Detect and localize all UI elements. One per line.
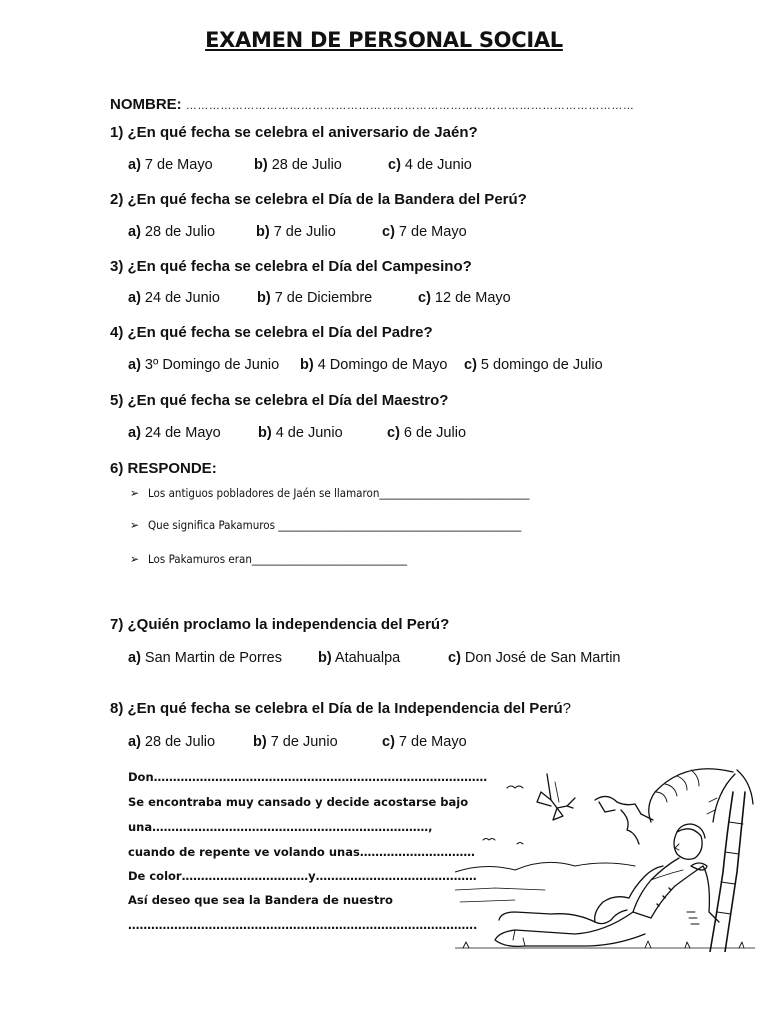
story-line-6: Así deseo que sea la Bandera de nuestro xyxy=(128,893,393,907)
option-c[interactable]: c) 7 de Mayo xyxy=(382,224,467,240)
san-martin-illustration xyxy=(455,762,755,952)
name-label: NOMBRE: xyxy=(110,96,182,113)
option-c[interactable]: c) 6 de Julio xyxy=(387,425,467,441)
story-line-7[interactable]: ………………………………………………………………………………. xyxy=(128,918,478,932)
option-c[interactable]: c) 12 de Mayo xyxy=(418,290,511,306)
option-b[interactable]: b) 28 de Julio xyxy=(254,157,342,173)
option-c[interactable]: c) 5 domingo de Julio xyxy=(464,357,603,373)
arrow-bullet-icon: ➢ xyxy=(130,518,140,532)
option-a[interactable]: a) 28 de Julio xyxy=(128,734,216,750)
story-line-2: Se encontraba muy cansado y decide acostarse bajo xyxy=(128,795,469,809)
story-line-1[interactable]: Don…………………………………………………………………………… xyxy=(128,770,488,784)
question-4: 4) ¿En qué fecha se celebra el Día del Padre? xyxy=(110,324,433,341)
page-title: EXAMEN DE PERSONAL SOCIAL xyxy=(205,28,563,52)
option-a[interactable]: a) 28 de Julio xyxy=(128,224,216,240)
story-line-5[interactable]: De color……………………………y…………………………………… xyxy=(128,869,477,883)
option-b[interactable]: b) Atahualpa xyxy=(318,650,401,666)
story-line-4[interactable]: cuando de repente ve volando unas………………………… xyxy=(128,845,475,859)
arrow-bullet-icon: ➢ xyxy=(130,486,140,500)
question-2: 2) ¿En qué fecha se celebra el Día de la Bandera del Perú? xyxy=(110,191,527,208)
responde-item-2[interactable]: ➢ Que significa Pakamuros _______________________________________________ xyxy=(130,518,522,532)
responde-item-3[interactable]: ➢ Los Pakamuros eran______________________________ xyxy=(130,552,408,566)
arrow-bullet-icon: ➢ xyxy=(130,552,140,566)
option-b[interactable]: b) 7 de Julio xyxy=(256,224,336,240)
question-6: 6) RESPONDE: xyxy=(110,460,217,477)
question-1: 1) ¿En qué fecha se celebra el aniversario de Jaén? xyxy=(110,124,478,141)
option-a[interactable]: a) 3º Domingo de Junio xyxy=(128,357,280,373)
option-b[interactable]: b) 4 de Junio xyxy=(258,425,343,441)
option-a[interactable]: a) San Martin de Porres xyxy=(128,650,282,666)
option-a[interactable]: a) 7 de Mayo xyxy=(128,157,213,173)
name-field[interactable] xyxy=(110,96,634,113)
option-a[interactable]: a) 24 de Mayo xyxy=(128,425,221,441)
question-8: 8) ¿En qué fecha se celebra el Día de la Independencia del Perú? xyxy=(110,700,572,717)
story-line-3[interactable]: una………………………………………………………………, xyxy=(128,820,433,834)
option-c[interactable]: c) 7 de Mayo xyxy=(382,734,467,750)
option-a[interactable]: a) 24 de Junio xyxy=(128,290,220,306)
responde-item-1[interactable]: ➢ Los antiguos pobladores de Jaén se llamaron_____________________________ xyxy=(130,486,530,500)
name-line: ……………………………………………………………………………………………………… xyxy=(185,100,635,112)
option-c[interactable]: c) 4 de Junio xyxy=(388,157,472,173)
option-b[interactable]: b) 7 de Diciembre xyxy=(257,290,373,306)
question-5: 5) ¿En qué fecha se celebra el Día del Maestro? xyxy=(110,392,449,409)
question-7: 7) ¿Quién proclamo la independencia del Perú? xyxy=(110,616,450,633)
question-3: 3) ¿En qué fecha se celebra el Día del Campesino? xyxy=(110,258,472,275)
option-b[interactable]: b) 4 Domingo de Mayo xyxy=(300,357,448,373)
option-b[interactable]: b) 7 de Junio xyxy=(253,734,338,750)
option-c[interactable]: c) Don José de San Martin xyxy=(448,650,621,666)
